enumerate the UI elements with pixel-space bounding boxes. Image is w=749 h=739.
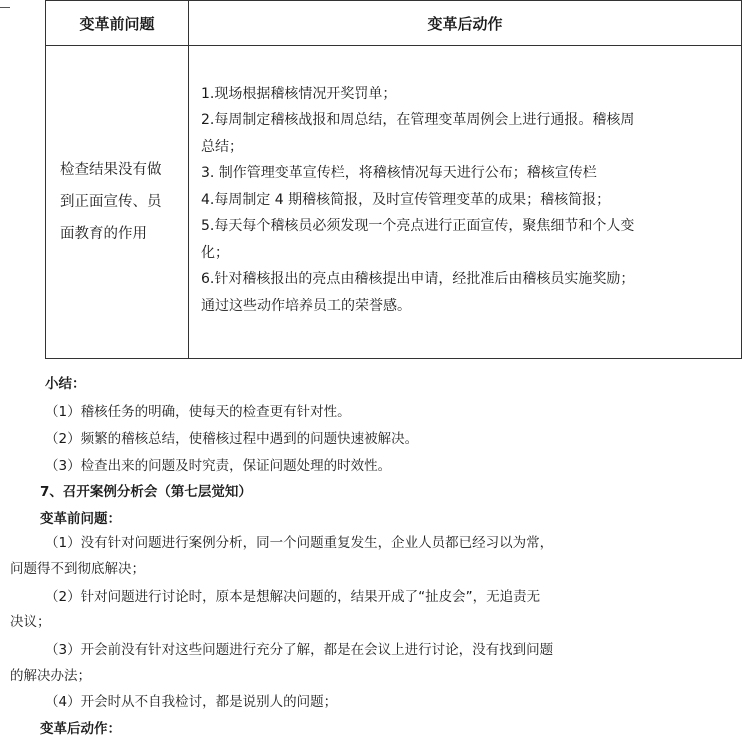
- action-line: 6.针对稽核报出的亮点由稽核提出申请，经批准后由稽核员实施奖励；: [201, 271, 635, 288]
- problem-line: 面教育的作用: [60, 226, 147, 242]
- action-line: 1.现场根据稽核情况开奖罚单；: [201, 85, 397, 102]
- summary-title: 小结：: [45, 376, 86, 392]
- before-title: 变革前问题：: [40, 511, 121, 527]
- action-line: 3. 制作管理变革宣传栏，将稽核情况每天进行公布；稽核宣传栏: [201, 165, 597, 182]
- action-line: 通过这些动作培养员工的荣誉感。: [201, 297, 411, 314]
- summary-item: （3）检查出来的问题及时究责，保证问题处理的时效性。: [45, 458, 392, 474]
- problem-line: 检查结果没有做: [60, 162, 162, 178]
- header-after-action: 变革后动作: [189, 1, 742, 46]
- before-line: （1）没有针对问题进行案例分析，同一个问题重复发生，企业人员都已经习以为常，: [45, 535, 554, 551]
- header-before-problem: 变革前问题: [46, 1, 189, 46]
- before-line: 问题得不到彻底解决；: [10, 561, 145, 577]
- before-line: 决议；: [10, 614, 51, 630]
- problem-line: 到正面宣传、员: [60, 194, 162, 210]
- action-line: 4.每周制定 4 期稽核简报，及时宣传管理变革的成果；稽核简报；: [201, 191, 611, 208]
- before-line: 的解决办法；: [10, 668, 91, 684]
- page-corner-mark: [0, 7, 10, 8]
- after-title: 变革后动作：: [40, 721, 121, 737]
- before-line: （2）针对问题进行讨论时，原本是想解决问题的，结果开成了“扯皮会”，无追责无: [45, 589, 541, 605]
- reform-table: [45, 0, 742, 359]
- action-line: 化；: [201, 244, 229, 261]
- table-header-row: [46, 1, 742, 46]
- table-row: [46, 46, 742, 359]
- action-line: 2.每周制定稽核战报和周总结，在管理变革周例会上进行通报。稽核周: [201, 112, 635, 129]
- action-line: 5.每天每个稽核员必须发现一个亮点进行正面宣传，聚焦细节和个人变: [201, 218, 635, 235]
- summary-item: （1）稽核任务的明确，使每天的检查更有针对性。: [45, 404, 351, 420]
- summary-item: （2）频繁的稽核总结，使稽核过程中遇到的问题快速被解决。: [45, 431, 419, 447]
- problem-cell: [46, 46, 189, 359]
- before-line: （4）开会时从不自我检讨，都是说别人的问题；: [45, 694, 338, 710]
- action-line: 总结；: [201, 138, 243, 155]
- before-line: （3）开会前没有针对这些问题进行充分了解，都是在会议上进行讨论，没有找到问题: [45, 642, 554, 658]
- section-title: 7、召开案例分析会（第七层觉知）: [40, 484, 252, 500]
- actions-cell: [189, 46, 742, 359]
